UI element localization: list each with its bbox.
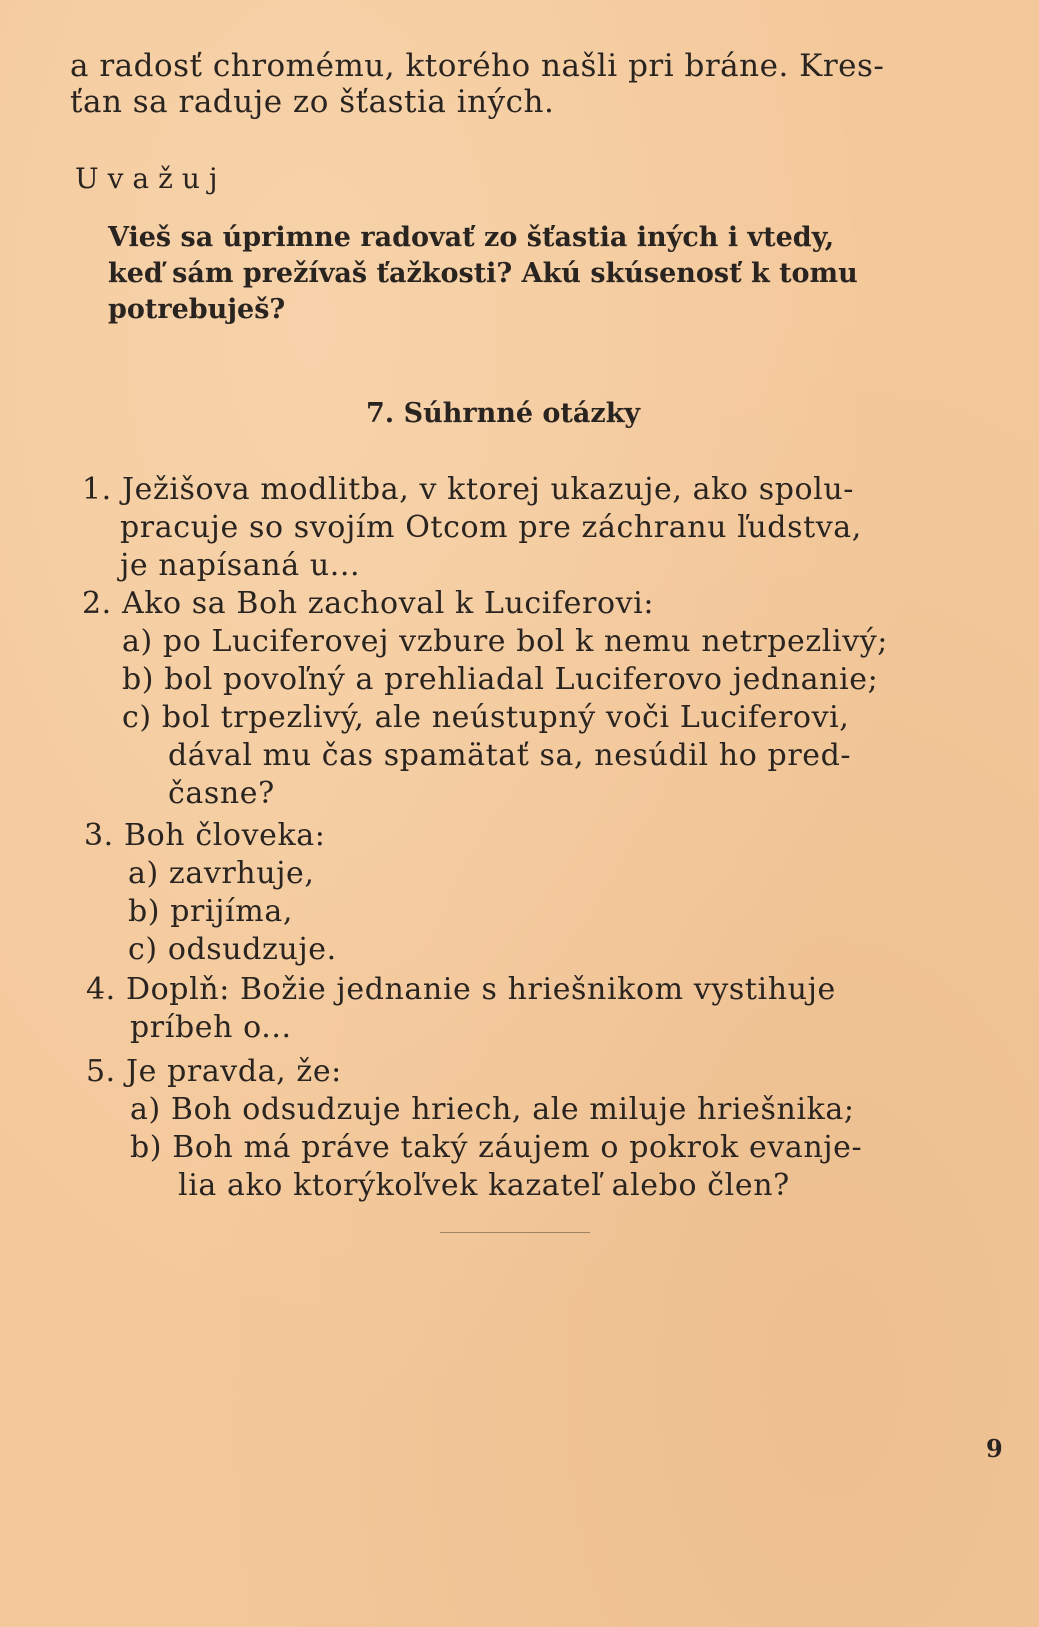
question-3-option-b: b) prijíma, (128, 894, 293, 929)
question-2-option-c-cont-1: dával mu čas spamätať sa, nesúdil ho pred- (168, 738, 852, 773)
question-1-line-2: pracuje so svojím Otcom pre záchranu ľudstva, (120, 510, 862, 545)
consider-heading: Uvažuj (75, 162, 227, 195)
question-5-option-b-cont: lia ako ktorýkoľvek kazateľ alebo člen? (178, 1168, 790, 1203)
question-4-line-1: 4. Doplň: Božie jednanie s hriešnikom vystihuje (86, 972, 836, 1007)
question-5-line-1: 5. Je pravda, že: (86, 1054, 342, 1089)
question-2-option-c: c) bol trpezlivý, ale neústupný voči Luciferovi, (122, 700, 850, 735)
divider-line (440, 1232, 590, 1233)
consider-line-1: Vieš sa úprimne radovať zo šťastia iných i vtedy, (108, 222, 835, 253)
question-2-option-b: b) bol povoľný a prehliadal Luciferovo jednanie; (122, 662, 879, 697)
question-3-option-a: a) zavrhuje, (128, 856, 315, 891)
consider-line-3: potrebuješ? (108, 294, 286, 325)
consider-line-2: keď sám prežívaš ťažkosti? Akú skúsenosť k tomu (108, 258, 858, 289)
question-5-option-a: a) Boh odsudzuje hriech, ale miluje hriešnika; (130, 1092, 855, 1127)
section-title: 7. Súhrnné otázky (366, 398, 641, 429)
question-4-line-2: príbeh o... (130, 1010, 292, 1045)
question-2-option-c-cont-2: časne? (168, 776, 275, 811)
question-2-option-a: a) po Luciferovej vzbure bol k nemu netrpezlivý; (122, 624, 888, 659)
question-3-line-1: 3. Boh človeka: (84, 818, 326, 853)
page-number: 9 (986, 1434, 1003, 1463)
question-1-line-1: 1. Ježišova modlitba, v ktorej ukazuje, ako spolu- (82, 472, 855, 507)
question-5-option-b: b) Boh má práve taký záujem o pokrok evanje- (130, 1130, 863, 1165)
question-2-line-1: 2. Ako sa Boh zachoval k Luciferovi: (82, 586, 655, 621)
question-1-line-3: je napísaná u... (120, 548, 361, 583)
intro-line-1: a radosť chromému, ktorého našli pri bráne. Kres- (70, 48, 885, 84)
intro-line-2: ťan sa raduje zo šťastia iných. (70, 84, 555, 120)
question-3-option-c: c) odsudzuje. (128, 932, 337, 967)
